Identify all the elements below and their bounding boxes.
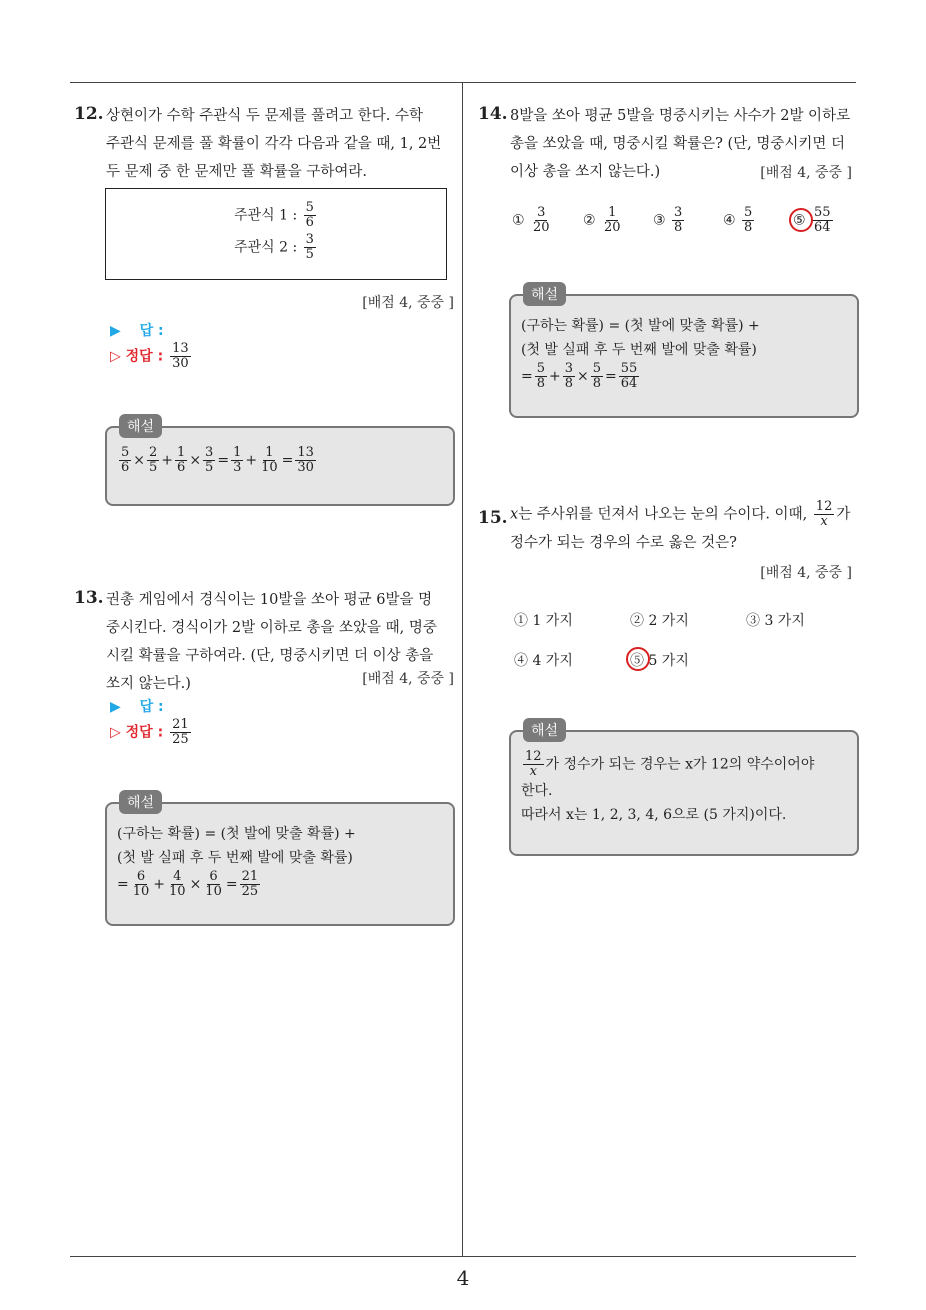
top-rule (70, 82, 856, 83)
q14-line3: 이상 총을 쏘지 않는다.) (510, 164, 661, 180)
q15-line2: 정수가 되는 경우의 수로 옳은 것은? (510, 535, 737, 551)
q14-choice-5[interactable]: ⑤ $\frac{55}{64}$ (793, 205, 831, 235)
q12-solution-formula: $\frac{5}{6}$ × $\frac{2}{5}$ + $\frac{1}{6}$ × $\frac{3}{5}$ = $\frac{1}{3}$ + $\frac{1}{10}$ = $\frac{13}{30}$ (121, 445, 314, 475)
play-icon: ▶ (110, 699, 121, 715)
q13-source: [배점 4, 중중 ] (362, 671, 454, 687)
q12-correct-fraction: $\frac{13}{30}$ (172, 341, 189, 371)
q14-sol-line2: (첫 발 실패 후 두 번째 발에 맞출 확률) (521, 342, 757, 358)
q15-choice-2[interactable]: ② 2 가지 (630, 613, 689, 629)
q13-number: 13. (74, 588, 104, 608)
q12-number: 12. (74, 104, 104, 124)
given2-fraction: $\frac{3}{5}$ (305, 232, 314, 262)
q12-line3: 두 문제 중 한 문제만 풀 확률을 구하여라. (106, 164, 367, 180)
q13-sol-formula: = $\frac{6}{10}$ + $\frac{4}{10}$ × $\frac{6}{10}$ = $\frac{21}{25}$ (117, 869, 259, 899)
q15-number: 15. (478, 508, 508, 528)
q14-choice-3[interactable]: ③ $\frac{3}{8}$ (653, 205, 683, 235)
q12-line1: 상현이가 수학 주관식 두 문제를 풀려고 한다. 수학 (106, 108, 424, 124)
q13-correct-fraction: $\frac{21}{25}$ (172, 717, 189, 747)
q15-choice-4[interactable]: ④ 4 가지 (514, 653, 573, 669)
correct-answer-circle-icon (789, 208, 813, 232)
q13-answer-line (110, 696, 164, 716)
q15-sol-line2: 한다. (521, 783, 553, 799)
bottom-rule (70, 1256, 856, 1257)
q15-sol-line1: $\frac{12}{x}$ 가 정수가 되는 경우는 x가 12의 약수이어야 (525, 749, 815, 779)
q15-choice-5[interactable]: ⑤ 5 가지 (630, 653, 689, 669)
q14-solution-tab: 해설 (523, 282, 566, 306)
q13-line2: 중시킨다. 경식이가 2발 이하로 총을 쏘았을 때, 명중 (106, 620, 437, 636)
q13-solution-text (117, 822, 356, 899)
given1-fraction: $\frac{5}{6}$ (305, 200, 314, 230)
q14-sol-line1: (구하는 확률) = (첫 발에 맞출 확률) + (521, 318, 760, 334)
q12-solution-box (105, 419, 455, 506)
q14-solution-text (521, 314, 760, 391)
q13-solution-box (105, 795, 455, 926)
q12-given-box (105, 188, 447, 280)
q14-solution-box (509, 287, 859, 418)
q12-correct-line (110, 342, 193, 371)
q14-choice-2[interactable]: ② $\frac{1}{20}$ (583, 205, 621, 235)
q14-choice-4[interactable]: ④ $\frac{5}{8}$ (723, 205, 753, 235)
q14-choice-1[interactable]: ① $\frac{3}{20}$ (512, 205, 550, 235)
q12-answer-line (110, 320, 164, 340)
q14-source: [배점 4, 중중 ] (760, 165, 852, 181)
q13-answer-label: 답 : (139, 699, 164, 715)
page-number: 4 (456, 1266, 470, 1290)
column-divider (462, 83, 463, 1256)
q12-solution-tab: 해설 (119, 414, 162, 438)
correct-answer-circle-icon (626, 647, 650, 671)
q13-line3: 시킬 확률을 구하여라. (단, 명중시키면 더 이상 총을 (106, 648, 434, 664)
q12-source: [배점 4, 중중 ] (362, 295, 454, 311)
q13-line1: 권총 게임에서 경식이는 10발을 쏘아 평균 6발을 명 (106, 592, 433, 608)
q12-line2: 주관식 문제를 풀 확률이 각각 다음과 같을 때, 1, 2번 (106, 136, 442, 152)
q14-line2: 총을 쏘았을 때, 명중시킬 확률은? (단, 명중시키면 더 (510, 136, 846, 152)
q12-answer-label: 답 : (139, 323, 164, 339)
q15-choice-3[interactable]: ③ 3 가지 (746, 613, 805, 629)
q12-correct-label: 정답 : (125, 348, 164, 365)
q15-solution-box (509, 723, 859, 856)
play-outline-icon: ▷ (110, 348, 121, 365)
q15-choice-1[interactable]: ① 1 가지 (514, 613, 573, 629)
q13-correct-line (110, 718, 193, 747)
q15-text (510, 500, 850, 557)
q13-solution-tab: 해설 (119, 790, 162, 814)
q15-source: [배점 4, 중중 ] (760, 565, 852, 581)
q13-sol-line1: (구하는 확률) = (첫 발에 맞출 확률) + (117, 826, 356, 842)
given1-label: 주관식 1 : (234, 207, 298, 224)
q13-correct-label: 정답 : (125, 724, 164, 741)
q14-sol-formula: = $\frac{5}{8}$ + $\frac{3}{8}$ × $\frac{5}{8}$ = $\frac{55}{64}$ (521, 361, 638, 391)
given2-label: 주관식 2 : (234, 239, 298, 256)
q15-solution-tab: 해설 (523, 718, 566, 742)
q12-text (106, 102, 441, 186)
play-outline-icon: ▷ (110, 724, 121, 741)
q14-number: 14. (478, 104, 508, 124)
q14-line1: 8발을 쏘아 평균 5발을 명중시키는 사수가 2발 이하로 (510, 108, 851, 124)
q15-sol-line3: 따라서 x는 1, 2, 3, 4, 6으로 (5 가지)이다. (521, 807, 787, 823)
q12-given-1 (106, 201, 446, 230)
q15-solution-text (521, 750, 814, 827)
q15-line1: x는 주사위를 던져서 나오는 눈의 수이다. 이때, $\frac{12}{x}$ 가 (510, 499, 851, 529)
play-icon: ▶ (110, 323, 121, 339)
q13-sol-line2: (첫 발 실패 후 두 번째 발에 맞출 확률) (117, 850, 353, 866)
q13-line4: 쏘지 않는다.) (106, 676, 191, 692)
q12-given-2 (106, 233, 446, 262)
